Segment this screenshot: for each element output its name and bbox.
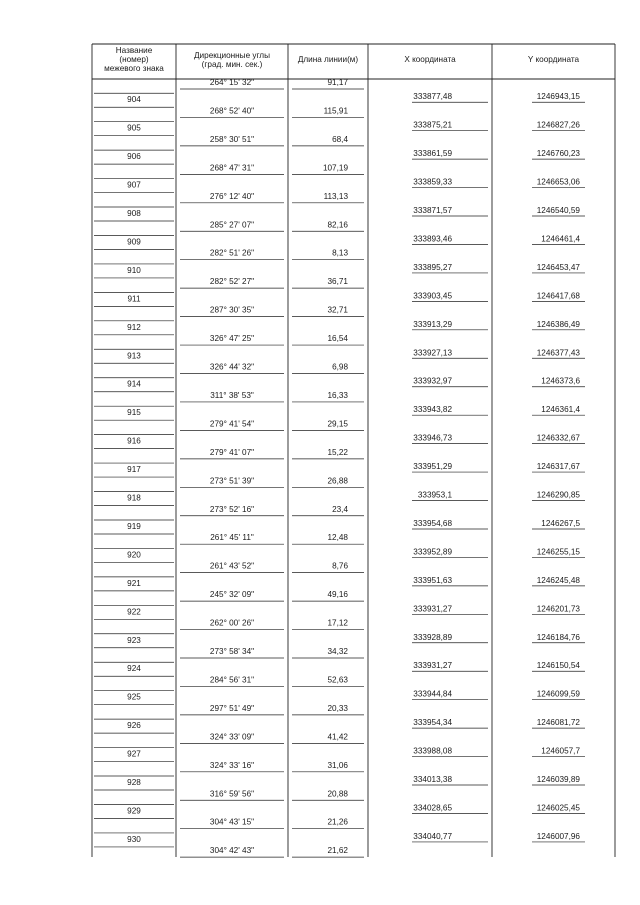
x-coordinate: 334028,65	[413, 803, 452, 813]
direction-angle: 285° 27' 07"	[209, 220, 255, 230]
line-length: 23,4	[332, 504, 348, 514]
point-name: 926	[127, 721, 141, 731]
point-name: 904	[127, 95, 141, 105]
y-coordinate: 1246317,67	[536, 462, 580, 472]
header-name-line: межевого знака	[104, 64, 164, 73]
point-name: 923	[127, 635, 141, 645]
x-coordinate: 333951,63	[413, 575, 452, 585]
direction-angle: 297° 51' 49"	[209, 703, 255, 713]
y-coordinate: 1246332,67	[536, 433, 580, 443]
line-length: 12,48	[327, 533, 348, 543]
x-coordinate: 333951,29	[413, 462, 452, 472]
line-length: 82,16	[327, 220, 348, 230]
y-coordinate: 1246827,26	[536, 120, 580, 130]
x-coordinate: 333927,13	[413, 348, 452, 358]
y-coordinate: 1246540,59	[536, 206, 580, 216]
direction-angle: 287° 30' 35"	[209, 305, 255, 315]
point-name: 908	[127, 209, 141, 219]
y-coordinate: 1246386,49	[536, 319, 580, 329]
line-length: 113,13	[323, 191, 348, 201]
y-coordinate: 1246007,96	[536, 831, 580, 841]
point-name: 930	[127, 834, 141, 844]
direction-angle: 324° 33' 09"	[209, 732, 255, 742]
y-coordinate: 1246653,06	[536, 177, 580, 187]
direction-angle: 258° 30' 51"	[209, 134, 255, 144]
line-length: 15,22	[327, 447, 348, 457]
direction-angle: 264° 15' 32"	[209, 78, 255, 87]
direction-angle: 326° 44' 32"	[209, 362, 255, 372]
point-name: 915	[127, 408, 141, 418]
direction-angle: 282° 51' 26"	[209, 248, 255, 258]
x-coordinate: 333954,68	[413, 518, 452, 528]
y-coordinate: 1246290,85	[536, 490, 580, 500]
x-coordinate: 333928,89	[413, 632, 452, 642]
x-coordinate: 333931,27	[413, 604, 452, 614]
y-coordinate: 1246245,48	[536, 575, 580, 585]
line-length: 68,4	[332, 134, 348, 144]
direction-angle: 273° 51' 39"	[209, 476, 255, 486]
line-length: 21,26	[327, 817, 348, 827]
x-coordinate: 333932,97	[413, 376, 452, 386]
x-coordinate: 333946,73	[413, 433, 452, 443]
x-coordinate: 333931,27	[413, 661, 452, 671]
point-name: 921	[127, 578, 141, 588]
line-length: 31,06	[327, 760, 348, 770]
y-coordinate: 1246760,23	[536, 149, 580, 159]
y-coordinate: 1246255,15	[536, 547, 580, 557]
line-length: 20,88	[327, 789, 348, 799]
direction-angle: 268° 47' 31"	[209, 163, 255, 173]
direction-angle: 273° 58' 34"	[209, 647, 255, 656]
x-coordinate: 333895,27	[413, 262, 452, 272]
point-name: 909	[127, 237, 141, 247]
line-length: 52,63	[327, 675, 348, 685]
direction-angle: 245° 32' 09"	[209, 590, 255, 600]
direction-angle: 273° 52' 16"	[209, 504, 255, 514]
y-coordinate: 1246377,43	[536, 348, 580, 358]
line-length: 41,42	[327, 732, 348, 742]
line-length: 34,32	[327, 647, 348, 656]
point-name: 910	[127, 265, 141, 275]
x-coordinate: 333893,46	[413, 234, 452, 244]
direction-angle: 326° 47' 25"	[209, 334, 255, 344]
point-name: 919	[127, 521, 141, 531]
y-coordinate: 1246099,59	[536, 689, 580, 699]
direction-angle: 316° 59' 56"	[209, 789, 255, 799]
line-length: 36,71	[327, 277, 348, 287]
y-coordinate: 1246361,4	[541, 405, 580, 415]
x-coordinate: 333913,29	[413, 319, 452, 329]
line-length: 6,98	[332, 362, 348, 372]
y-coordinate: 1246184,76	[536, 632, 580, 642]
direction-angle: 279° 41' 54"	[209, 419, 255, 429]
header-length-line: Длина линии(м)	[297, 55, 359, 64]
y-coordinate: 1246373,6	[541, 376, 580, 386]
x-coordinate: 333861,59	[413, 149, 452, 159]
x-coordinate: 333988,08	[413, 746, 452, 756]
point-name: 929	[127, 806, 141, 816]
x-coordinate: 333903,45	[413, 291, 452, 301]
x-coordinate: 333943,82	[413, 405, 452, 415]
x-coordinate: 333952,89	[413, 547, 452, 557]
x-coordinate: 333875,21	[413, 120, 452, 130]
point-name: 911	[127, 294, 141, 304]
direction-angle: 268° 52' 40"	[209, 106, 255, 116]
line-length: 16,33	[327, 390, 348, 400]
y-coordinate: 1246453,47	[536, 262, 580, 272]
header-angle-line: Дирекционные углы	[194, 51, 270, 60]
x-coordinate: 333877,48	[413, 92, 452, 102]
y-coordinate: 1246057,7	[541, 746, 580, 756]
point-name: 913	[127, 351, 141, 361]
point-name: 920	[127, 550, 141, 560]
line-length: 32,71	[327, 305, 348, 315]
direction-angle: 311° 38' 53"	[210, 390, 254, 400]
point-name: 928	[127, 778, 141, 788]
line-length: 115,91	[323, 106, 348, 116]
point-name: 918	[127, 493, 141, 503]
direction-angle: 304° 42' 43"	[209, 846, 255, 856]
y-coordinate: 1246461,4	[541, 234, 580, 244]
line-length: 26,88	[327, 476, 348, 486]
y-coordinate: 1246081,72	[536, 718, 580, 728]
x-coordinate: 334013,38	[413, 775, 452, 785]
header-x-line: X координата	[404, 55, 456, 64]
point-name: 912	[127, 322, 141, 332]
y-coordinate: 1246417,68	[536, 291, 580, 301]
point-name: 927	[127, 749, 141, 759]
direction-angle: 304° 43' 15"	[209, 817, 255, 827]
line-length: 20,33	[327, 703, 348, 713]
y-coordinate: 1246201,73	[536, 604, 580, 614]
line-length: 21,62	[327, 846, 348, 856]
direction-angle: 279° 41' 07"	[209, 447, 255, 457]
point-name: 905	[127, 123, 141, 133]
line-length: 8,13	[332, 248, 348, 258]
point-name: 916	[127, 436, 141, 446]
x-coordinate: 333954,34	[413, 718, 452, 728]
direction-angle: 262° 00' 26"	[209, 618, 255, 628]
line-length: 107,19	[322, 163, 348, 173]
direction-angle: 284° 56' 31"	[209, 675, 255, 685]
y-coordinate: 1246039,89	[536, 775, 580, 785]
x-coordinate: 333953,1	[417, 490, 452, 500]
point-name: 906	[127, 152, 141, 162]
header-name-line: Название	[115, 46, 153, 55]
line-length: 49,16	[327, 590, 348, 600]
line-length: 16,54	[327, 334, 348, 344]
direction-angle: 324° 33' 16"	[209, 760, 255, 770]
x-coordinate: 333859,33	[413, 177, 452, 187]
line-length: 8,76	[332, 561, 348, 571]
point-name: 922	[127, 607, 141, 617]
point-name: 914	[127, 379, 141, 389]
header-name-line: (номер)	[119, 55, 149, 64]
y-coordinate: 1246025,45	[536, 803, 580, 813]
line-length: 29,15	[327, 419, 348, 429]
x-coordinate: 334040,77	[413, 831, 452, 841]
point-name: 907	[127, 180, 141, 190]
point-name: 925	[127, 692, 141, 702]
point-name: 917	[127, 465, 141, 475]
direction-angle: 282° 52' 27"	[209, 277, 255, 287]
y-coordinate: 1246267,5	[541, 518, 580, 528]
x-coordinate: 333944,84	[413, 689, 452, 699]
y-coordinate: 1246150,54	[536, 661, 580, 671]
header-angle-line: (град. мин. сек.)	[201, 60, 263, 69]
x-coordinate: 333871,57	[413, 206, 452, 216]
header-y-line: Y координата	[527, 55, 580, 64]
point-name: 924	[127, 664, 141, 674]
direction-angle: 276° 12' 40"	[209, 191, 255, 201]
line-length: 17,12	[327, 618, 348, 628]
y-coordinate: 1246943,15	[536, 92, 580, 102]
direction-angle: 261° 43' 52"	[209, 561, 255, 571]
line-length: 91,17	[327, 78, 348, 87]
direction-angle: 261° 45' 11"	[210, 533, 254, 543]
